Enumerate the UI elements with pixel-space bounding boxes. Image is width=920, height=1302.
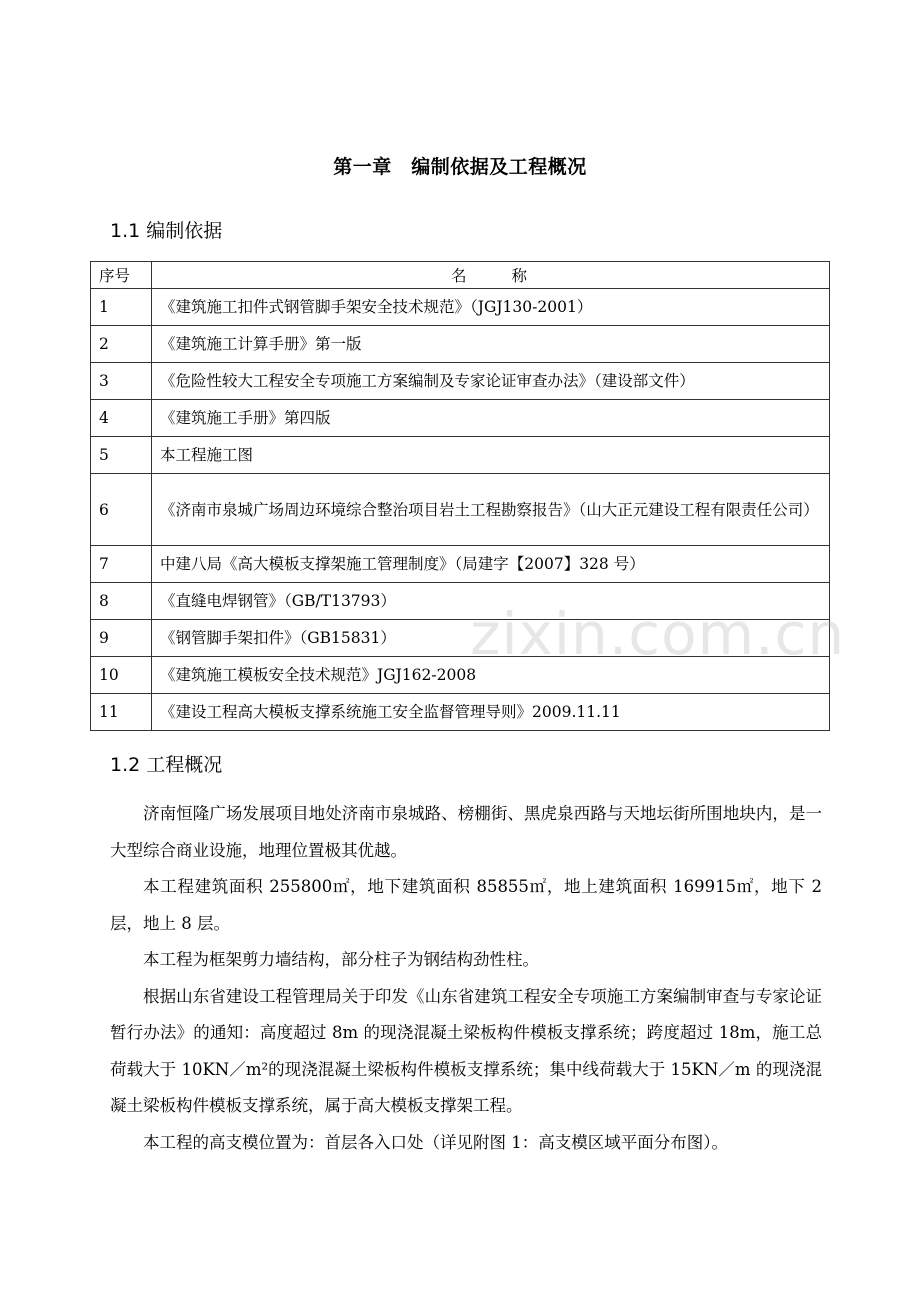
chapter-title: 第一章 编制依据及工程概况 xyxy=(333,156,587,178)
row-name: 《直缝电焊钢管》（GB/T13793） xyxy=(152,583,830,620)
row-no: 3 xyxy=(91,363,152,400)
table-header-row xyxy=(91,262,830,289)
row-name: 《建筑施工扣件式钢管脚手架安全技术规范》（JGJ130-2001） xyxy=(152,289,830,326)
header-name-b: 称 xyxy=(511,267,531,285)
table-row xyxy=(91,546,830,583)
table-row xyxy=(91,620,830,657)
header-no: 序号 xyxy=(91,262,152,289)
header-name xyxy=(152,262,830,289)
paragraph: 本工程建筑面积 255800㎡，地下建筑面积 85855㎡，地上建筑面积 169915㎡，地下 2 层，地上 8 层。 xyxy=(110,877,822,933)
row-no: 5 xyxy=(91,437,152,474)
row-name: 《建筑施工手册》第四版 xyxy=(152,400,830,437)
paragraph: 本工程的高支模位置为：首层各入口处（详见附图 1：高支模区域平面分布图）。 xyxy=(143,1132,728,1152)
section-title-basis: 1.1 编制依据 xyxy=(110,220,223,242)
row-name: 本工程施工图 xyxy=(152,437,830,474)
row-no: 11 xyxy=(91,694,152,731)
table-row xyxy=(91,437,830,474)
row-no: 8 xyxy=(91,583,152,620)
table-row xyxy=(91,400,830,437)
watermark: zixin.com.cn xyxy=(470,600,846,668)
table-row xyxy=(91,326,830,363)
table-row xyxy=(91,657,830,694)
row-no: 9 xyxy=(91,620,152,657)
paragraph: 本工程为框架剪力墙结构，部分柱子为钢结构劲性柱。 xyxy=(143,950,539,969)
row-name: 中建八局《高大模板支撑架施工管理制度》（局建字【2007】328 号） xyxy=(152,546,830,583)
row-no: 6 xyxy=(91,474,152,546)
paragraph: 济南恒隆广场发展项目地处济南市泉城路、榜棚街、黑虎泉西路与天地坛街所围地块内，是一大型综合商业设施，地理位置极其优越。 xyxy=(110,804,822,860)
row-no: 10 xyxy=(91,657,152,694)
section-title-overview: 1.2 工程概况 xyxy=(110,754,223,776)
basis-table xyxy=(90,261,830,731)
overview-body xyxy=(110,796,822,1161)
table-row xyxy=(91,363,830,400)
table-row xyxy=(91,289,830,326)
row-name: 《建筑施工模板安全技术规范》JGJ162-2008 xyxy=(152,657,830,694)
table-row xyxy=(91,694,830,731)
row-no: 2 xyxy=(91,326,152,363)
table-row xyxy=(91,474,830,546)
row-name: 《建筑施工计算手册》第一版 xyxy=(152,326,830,363)
row-name: 《钢管脚手架扣件》（GB15831） xyxy=(152,620,830,657)
table-row xyxy=(91,583,830,620)
row-no: 7 xyxy=(91,546,152,583)
row-no: 1 xyxy=(91,289,152,326)
header-name-a: 名 xyxy=(450,267,470,285)
row-no: 4 xyxy=(91,400,152,437)
row-name: 《建设工程高大模板支撑系统施工安全监督管理导则》2009.11.11 xyxy=(152,694,830,731)
paragraph: 根据山东省建设工程管理局关于印发《山东省建筑工程安全专项施工方案编制审查与专家论证暂行办法》的通知：高度超过 8m 的现浇混凝土梁板构件模板支撑系统；跨度超过 18m，施工总荷载大于 10KN／m²的现浇混凝土梁板构件模板支撑系统；集中线荷载大于 15KN／m 的现浇混凝土梁板构件模板支撑系统，属于高大模板支撑架工程。 xyxy=(110,986,822,1115)
row-name: 《济南市泉城广场周边环境综合整治项目岩土工程勘察报告》（山大正元建设工程有限责任公司） xyxy=(152,474,830,546)
row-name: 《危险性较大工程安全专项施工方案编制及专家论证审查办法》（建设部文件） xyxy=(152,363,830,400)
